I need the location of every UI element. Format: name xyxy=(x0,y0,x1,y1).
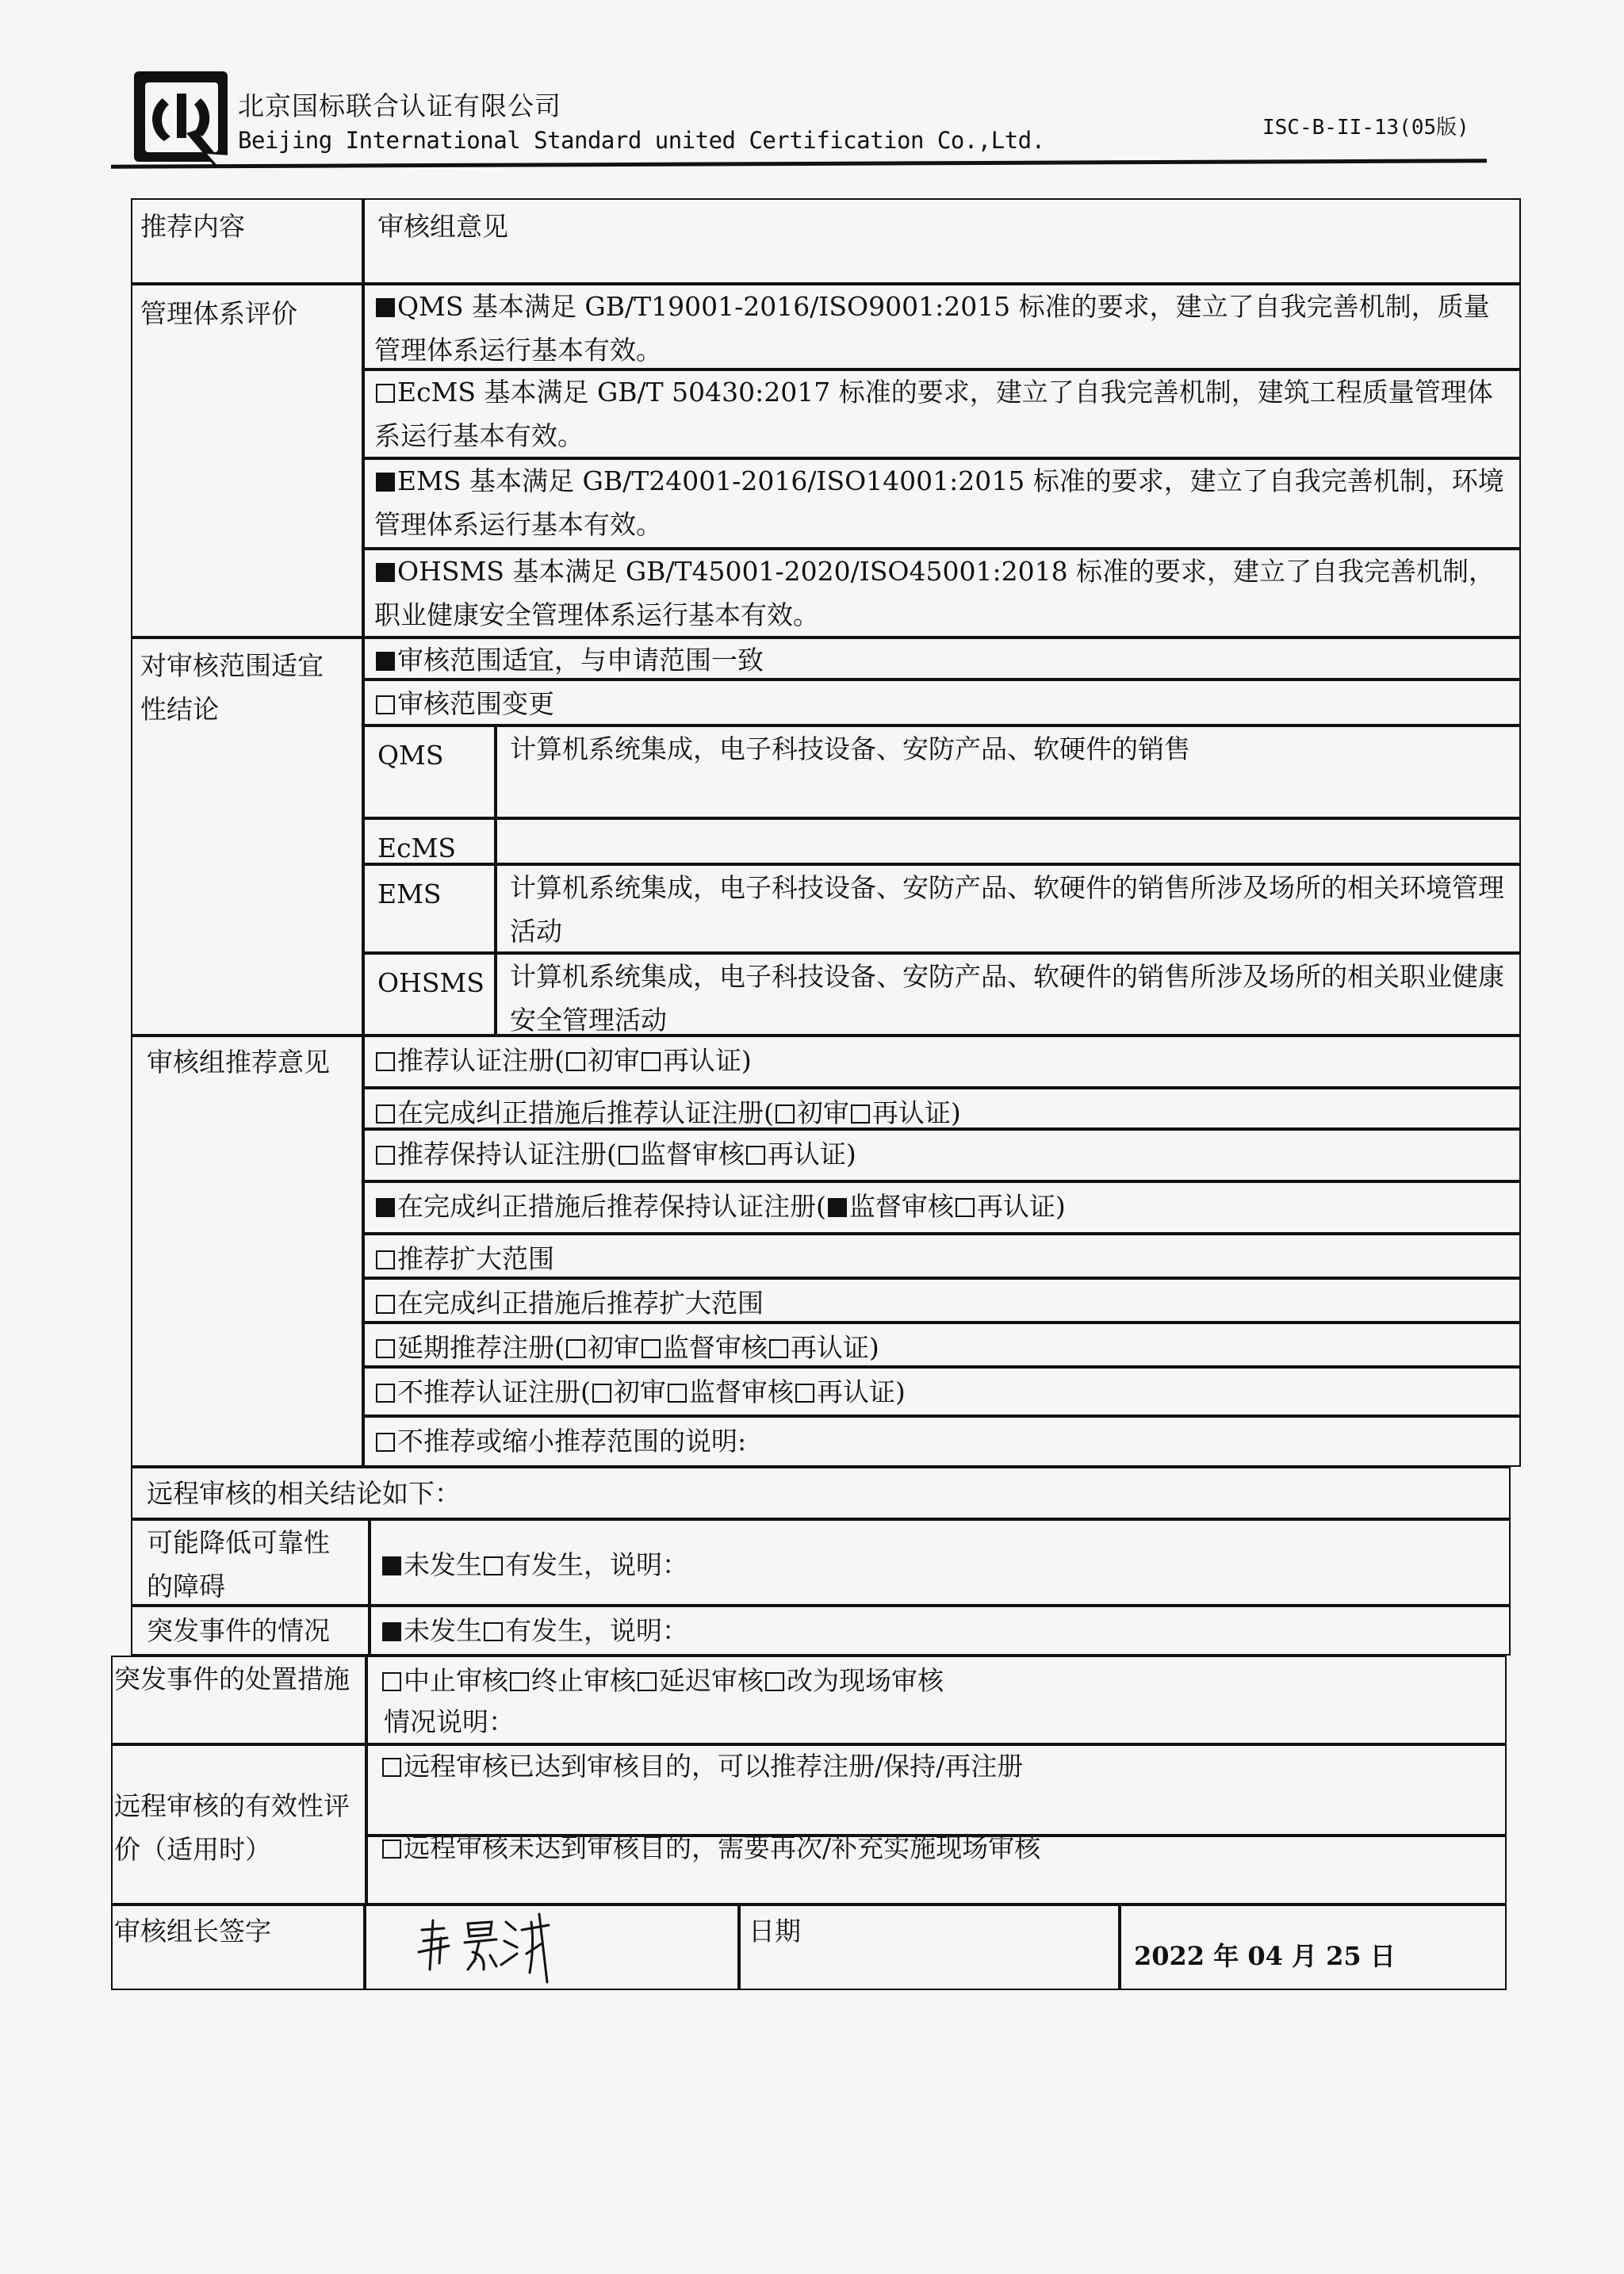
option-text: 审核范围变更 xyxy=(397,688,554,719)
date-label: 日期 xyxy=(749,1916,801,1947)
option-text: 推荐保持认证注册( xyxy=(397,1139,617,1170)
scope-text-cell xyxy=(496,818,1521,864)
option-text: 审核范围适宜，与申请范围一致 xyxy=(397,645,764,676)
scope-changed xyxy=(374,682,554,725)
checkbox-unchecked[interactable] xyxy=(956,1198,975,1217)
measures-options xyxy=(381,1659,944,1702)
checkbox-checked[interactable] xyxy=(382,1556,401,1575)
option-text: 终止审核 xyxy=(531,1665,636,1696)
checkbox-unchecked[interactable] xyxy=(376,1052,395,1071)
ms-eval-item xyxy=(374,549,1508,637)
checkbox-unchecked[interactable] xyxy=(638,1672,657,1691)
ms-eval-item xyxy=(374,285,1508,372)
checkbox-unchecked[interactable] xyxy=(382,1839,401,1859)
emergency-label: 突发事件的情况 xyxy=(147,1615,330,1646)
option-text: EMS 基本满足 GB/T24001-2016/ISO14001:2015 标准的要求，建立了自我完善机制，环境管理体系运行基本有效。 xyxy=(374,465,1504,540)
checkbox-checked[interactable] xyxy=(376,652,395,671)
handwritten-signature xyxy=(412,1906,579,1985)
remote-heading: 远程审核的相关结论如下： xyxy=(147,1478,461,1509)
ms-eval-label: 管理体系评价 xyxy=(140,298,297,329)
signature-label: 审核组长签字 xyxy=(114,1916,271,1947)
option-text: 监督审核 xyxy=(688,1376,794,1407)
checkbox-unchecked[interactable] xyxy=(592,1384,611,1403)
company-name-en: Beijing International Standard united Certification Co.,Ltd. xyxy=(238,127,1045,154)
scope-text: 计算机系统集成，电子科技设备、安防产品、软硬件的销售所涉及场所的相关环境管理活动 xyxy=(510,872,1504,947)
recommend-label: 审核组推荐意见 xyxy=(147,1047,330,1078)
checkbox-unchecked[interactable] xyxy=(746,1146,765,1165)
option-text: 再认证) xyxy=(976,1191,1066,1222)
recommend-option xyxy=(374,1281,764,1325)
form-code: ISC-B-II-13(05版) xyxy=(1262,116,1469,140)
emergency-value xyxy=(381,1609,688,1652)
recommend-option xyxy=(374,1326,879,1369)
checkbox-checked[interactable] xyxy=(376,298,395,317)
checkbox-unchecked[interactable] xyxy=(851,1104,870,1124)
ms-eval-label-cell xyxy=(131,284,363,637)
checkbox-unchecked[interactable] xyxy=(668,1384,687,1403)
option-text: 再认证) xyxy=(662,1045,752,1076)
option-text: 在完成纠正措施后推荐扩大范围 xyxy=(397,1288,764,1319)
option-text: 中止审核 xyxy=(404,1665,508,1696)
checkbox-unchecked[interactable] xyxy=(765,1672,784,1691)
recommend-option xyxy=(374,1185,1066,1228)
column-header-recommend: 推荐内容 xyxy=(140,211,245,242)
checkbox-unchecked[interactable] xyxy=(619,1146,638,1165)
option-text: 延期推荐注册( xyxy=(397,1332,565,1363)
measures-note: 情况说明： xyxy=(384,1706,515,1737)
checkbox-unchecked[interactable] xyxy=(382,1758,401,1777)
checkbox-unchecked[interactable] xyxy=(566,1339,585,1358)
option-text: 在完成纠正措施后推荐认证注册( xyxy=(397,1097,774,1128)
recommend-option xyxy=(374,1237,554,1281)
option-text: 改为现场审核 xyxy=(787,1665,944,1696)
scope-appropriate xyxy=(374,638,764,682)
option-text: 再认证) xyxy=(871,1097,961,1128)
checkbox-unchecked[interactable] xyxy=(484,1622,503,1641)
checkbox-unchecked[interactable] xyxy=(376,1339,395,1358)
recommend-option xyxy=(374,1132,856,1176)
option-text: 再认证) xyxy=(816,1376,906,1407)
measures-label: 突发事件的处置措施 xyxy=(114,1663,350,1694)
option-text: 在完成纠正措施后推荐保持认证注册( xyxy=(397,1191,826,1222)
checkbox-unchecked[interactable] xyxy=(376,1384,395,1403)
option-text: 再认证) xyxy=(790,1332,879,1363)
recommend-option xyxy=(374,1039,752,1082)
checkbox-checked[interactable] xyxy=(376,1198,395,1217)
checkbox-unchecked[interactable] xyxy=(376,1250,395,1269)
checkbox-unchecked[interactable] xyxy=(510,1672,529,1691)
option-text: QMS 基本满足 GB/T19001-2016/ISO9001:2015 标准的要求，建立了自我完善机制，质量管理体系运行基本有效。 xyxy=(374,291,1490,366)
checkbox-unchecked[interactable] xyxy=(376,1104,395,1124)
scope-system-qms: QMS xyxy=(377,740,444,771)
checkbox-unchecked[interactable] xyxy=(769,1339,788,1358)
option-text: 推荐认证注册( xyxy=(397,1045,565,1076)
header-rule xyxy=(111,159,1487,169)
option-text: 初审 xyxy=(587,1332,640,1363)
scope-system-ems: EMS xyxy=(377,879,442,909)
option-text: 初审 xyxy=(796,1097,849,1128)
option-text: 监督审核 xyxy=(848,1191,954,1222)
checkbox-checked[interactable] xyxy=(828,1198,847,1217)
checkbox-unchecked[interactable] xyxy=(382,1672,401,1691)
header-cell-opinion xyxy=(363,198,1521,284)
option-text: 未发生 xyxy=(404,1615,482,1646)
option-text: 不推荐或缩小推荐范围的说明: xyxy=(397,1426,747,1457)
recommend-option xyxy=(374,1419,746,1463)
company-name-cn: 北京国标联合认证有限公司 xyxy=(238,90,561,121)
company-logo-icon xyxy=(131,68,234,168)
option-text: 推荐扩大范围 xyxy=(397,1243,554,1274)
scope-system-ohsms: OHSMS xyxy=(377,967,485,998)
ms-eval-item xyxy=(374,459,1508,546)
checkbox-unchecked[interactable] xyxy=(776,1104,795,1124)
checkbox-unchecked[interactable] xyxy=(376,1295,395,1314)
checkbox-checked[interactable] xyxy=(376,563,395,582)
option-text: 初审 xyxy=(613,1376,666,1407)
option-text: 远程审核未达到审核目的，需要再次/补充实施现场审核 xyxy=(404,1832,1041,1863)
option-text: OHSMS 基本满足 GB/T45001-2020/ISO45001:2018 标准的要求，建立了自我完善机制，职业健康安全管理体系运行基本有效。 xyxy=(374,556,1496,630)
recommend-option xyxy=(374,1370,906,1414)
recommend-label-cell xyxy=(131,1036,363,1467)
checkbox-unchecked[interactable] xyxy=(484,1556,503,1575)
option-text: 未发生 xyxy=(404,1549,482,1580)
option-text: 有发生，说明： xyxy=(505,1615,688,1646)
reliability-label: 可能降低可靠性的障碍 xyxy=(147,1527,330,1602)
option-text: 远程审核已达到审核目的，可以推荐注册/保持/再注册 xyxy=(404,1751,1024,1782)
option-text: 再认证) xyxy=(767,1139,856,1170)
column-header-opinion: 审核组意见 xyxy=(377,211,508,242)
checkbox-checked[interactable] xyxy=(382,1622,401,1641)
ms-eval-item xyxy=(374,370,1508,457)
option-text: 监督审核 xyxy=(662,1332,768,1363)
checkbox-unchecked[interactable] xyxy=(642,1052,661,1071)
checkbox-unchecked[interactable] xyxy=(376,1433,395,1452)
scope-system-ecms: EcMS xyxy=(377,833,456,863)
checkbox-unchecked[interactable] xyxy=(376,1146,395,1165)
checkbox-checked[interactable] xyxy=(376,473,395,492)
checkbox-unchecked[interactable] xyxy=(642,1339,661,1358)
effectiveness-option xyxy=(381,1826,1040,1870)
scope-label: 对审核范围适宜性结论 xyxy=(140,650,324,725)
option-text: 监督审核 xyxy=(639,1139,745,1170)
option-text: 有发生，说明： xyxy=(505,1549,688,1580)
effectiveness-option xyxy=(381,1744,1023,1788)
option-text: EcMS 基本满足 GB/T 50430:2017 标准的要求，建立了自我完善机制，建筑工程质量管理体系运行基本有效。 xyxy=(374,377,1493,451)
date-value: 2022 年 04 月 25 日 xyxy=(1134,1941,1396,1971)
checkbox-unchecked[interactable] xyxy=(795,1384,814,1403)
reliability-value xyxy=(381,1543,688,1587)
option-text: 初审 xyxy=(587,1045,640,1076)
option-text: 延迟审核 xyxy=(659,1665,764,1696)
checkbox-unchecked[interactable] xyxy=(566,1052,585,1071)
checkbox-unchecked[interactable] xyxy=(376,695,395,714)
option-text: 不推荐认证注册( xyxy=(397,1376,591,1407)
scope-text: 计算机系统集成，电子科技设备、安防产品、软硬件的销售 xyxy=(510,733,1190,764)
recommend-option xyxy=(374,1091,961,1135)
scope-text: 计算机系统集成，电子科技设备、安防产品、软硬件的销售所涉及场所的相关职业健康安全管理活动 xyxy=(510,961,1504,1036)
effectiveness-label: 远程审核的有效性评价（适用时） xyxy=(114,1790,350,1865)
checkbox-unchecked[interactable] xyxy=(376,384,395,403)
